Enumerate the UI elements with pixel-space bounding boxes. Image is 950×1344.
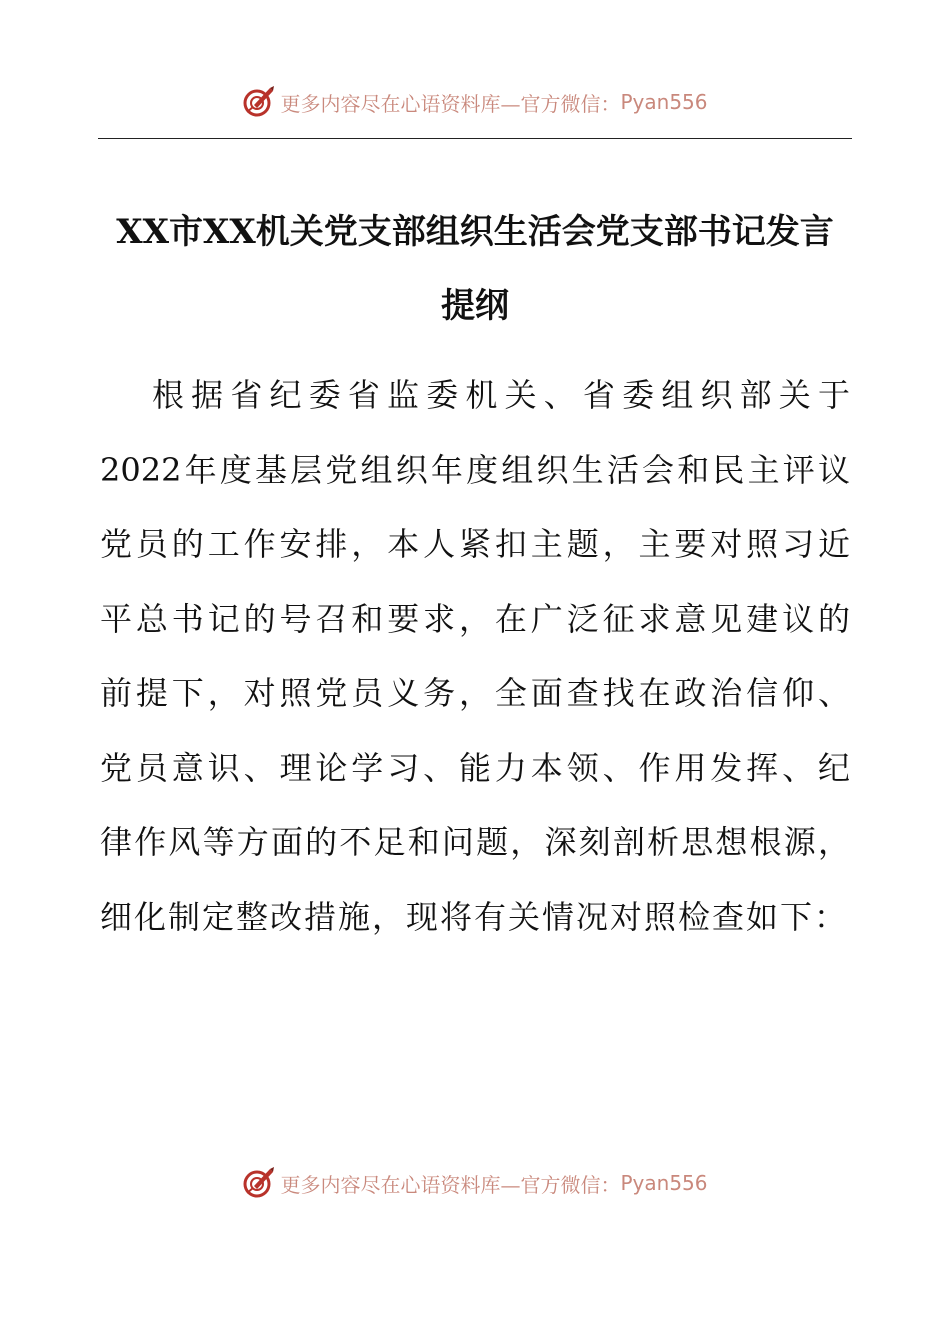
paragraph-line-7: 律作风等方面的不足和问题，深刻剖析思想根源， [100, 823, 850, 861]
body-paragraph [100, 358, 870, 954]
paragraph-line-4: 平总书记的号召和要求，在广泛征求意见建议的 [100, 599, 850, 638]
paragraph-line-5: 前提下，对照党员义务，全面查找在政治信仰、 [100, 674, 850, 712]
paragraph-line-6: 党员意识、理论学习、能力本领、作用发挥、纪 [100, 748, 850, 787]
quill-pen-logo-icon [242, 85, 276, 119]
header-divider [98, 138, 852, 139]
paragraph-line-8: 细化制定整改措施，现将有关情况对照检查如下： [100, 897, 849, 936]
paragraph-line-1: 根据省纪委省监委机关、省委组织部关于 [152, 376, 850, 414]
footer-promo-text: 更多内容尽在心语资料库—官方微信： [280, 1172, 621, 1197]
title-line-1: XX市XX机关党支部组织生活会党支部书记发言 [116, 212, 834, 252]
header-wechat-id: Pyan556 [620, 90, 708, 114]
paragraph-line-3: 党员的工作安排，本人紧扣主题，主要对照习近 [100, 525, 850, 563]
document-title [95, 195, 855, 343]
title-line-2: 提纲 [441, 286, 509, 326]
paragraph-line-2: 2022年度基层党组织年度组织生活会和民主评议 [100, 450, 850, 489]
header-promo-text: 更多内容尽在心语资料库—官方微信： [280, 91, 621, 116]
header-watermark-banner [0, 82, 950, 122]
quill-pen-logo-icon [242, 1166, 276, 1200]
footer-watermark-banner [0, 1163, 950, 1203]
footer-wechat-id: Pyan556 [620, 1171, 708, 1195]
